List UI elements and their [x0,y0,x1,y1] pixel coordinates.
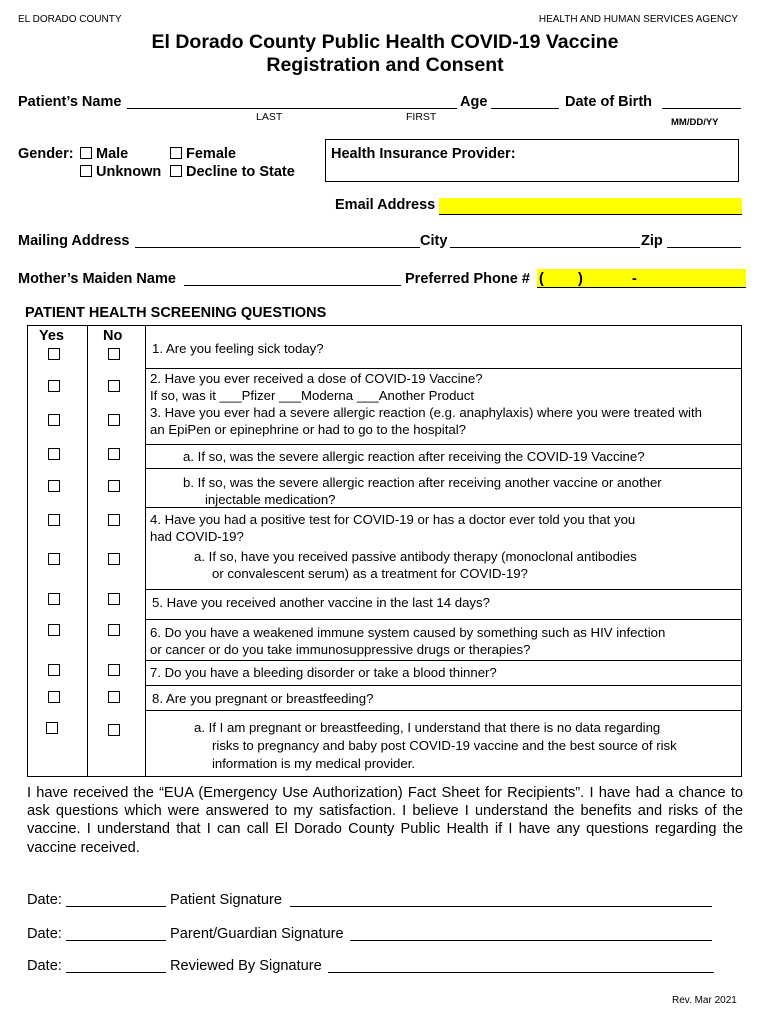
question-8a: a. If I am pregnant or breastfeeding, I understand that there is no data regarding [194,720,661,735]
q1-yes-checkbox[interactable] [48,348,60,360]
question-2-vaccine-options: If so, was it ___Pfizer ___Moderna ___Another Product [150,388,475,403]
no-column-header: No [103,328,123,344]
age-label: Age [460,94,488,110]
question-3b-continued: injectable medication? [205,492,336,507]
question-3: 3. Have you ever had a severe allergic reaction (e.g. anaphylaxis) where you were treated with [150,405,702,420]
column-divider [145,326,146,776]
screening-questions-table [27,325,742,777]
q4-yes-checkbox[interactable] [48,514,60,526]
date-label: Date: [27,892,62,908]
q3-yes-checkbox[interactable] [48,414,60,426]
empty-checkbox-icon[interactable] [80,147,92,159]
form-title-line2: Registration and Consent [266,54,504,76]
row-divider [145,589,741,590]
q7-no-checkbox[interactable] [108,664,120,676]
dob-label: Date of Birth [565,94,652,110]
patient-name-label: Patient’s Name [18,94,122,110]
q3b-no-checkbox[interactable] [108,480,120,492]
question-4: 4. Have you had a positive test for COVID-19 or has a doctor ever told you that you [150,512,636,527]
guardian-signature-field[interactable] [350,940,712,941]
email-field[interactable] [439,198,742,215]
q3-no-checkbox[interactable] [108,414,120,426]
county-header: EL DORADO COUNTY [18,14,122,25]
screening-heading: PATIENT HEALTH SCREENING QUESTIONS [25,305,327,321]
phone-dash: - [632,271,637,287]
city-field[interactable] [450,247,640,248]
q8-yes-checkbox[interactable] [48,691,60,703]
patient-name-field[interactable] [127,108,457,109]
question-8a-line2: risks to pregnancy and baby post COVID-19 vaccine and the best source of risk [212,738,677,753]
q4a-yes-checkbox[interactable] [48,553,60,565]
patient-signature-label: Patient Signature [170,892,282,908]
q6-yes-checkbox[interactable] [48,624,60,636]
yes-column-header: Yes [39,328,64,344]
form-title-line1: El Dorado County Public Health COVID-19 Vaccine [151,31,619,53]
question-3a: a. If so, was the severe allergic reaction after receiving the COVID-19 Vaccine? [183,449,645,464]
question-4a: a. If so, have you received passive antibody therapy (monoclonal antibodies [194,549,637,564]
gender-decline-option[interactable]: Decline to State [170,164,295,180]
insurance-provider-box[interactable] [325,139,739,182]
phone-close-paren: ) [578,271,583,287]
city-label: City [420,233,448,249]
question-5: 5. Have you received another vaccine in the last 14 days? [152,595,490,610]
row-divider [145,710,741,711]
reviewer-signature-field[interactable] [328,972,714,973]
gender-male-option[interactable]: Male [80,146,128,162]
question-6: 6. Do you have a weakened immune system caused by something such as HIV infection [150,625,666,640]
gender-label: Gender: [18,146,74,162]
question-7: 7. Do you have a bleeding disorder or take a blood thinner? [150,665,497,680]
dob-field[interactable] [662,108,741,109]
empty-checkbox-icon[interactable] [170,147,182,159]
row-divider [145,619,741,620]
patient-signature-field[interactable] [290,906,712,907]
dob-format-caption: MM/DD/YY [671,117,719,128]
row-divider [145,660,741,661]
reviewer-signature-label: Reviewed By Signature [170,958,322,974]
question-8: 8. Are you pregnant or breastfeeding? [152,691,374,706]
empty-checkbox-icon[interactable] [80,165,92,177]
q4a-no-checkbox[interactable] [108,553,120,565]
question-4-continued: had COVID-19? [150,529,244,544]
q3a-yes-checkbox[interactable] [48,448,60,460]
question-8a-line3: information is my medical provider. [212,756,416,771]
agency-header: HEALTH AND HUMAN SERVICES AGENCY [538,14,738,25]
q3a-no-checkbox[interactable] [108,448,120,460]
q8-no-checkbox[interactable] [108,691,120,703]
question-4a-continued: or convalescent serum) as a treatment for COVID-19? [212,566,528,581]
mothers-maiden-name-label: Mother’s Maiden Name [18,271,176,287]
first-name-caption: FIRST [406,111,437,123]
mailing-address-field[interactable] [135,247,420,248]
row-divider [145,685,741,686]
insurance-provider-label: Health Insurance Provider: [331,146,516,162]
consent-statement: I have received the “EUA (Emergency Use Authorization) Fact Sheet for Recipients”. I have had a chance to ask questions which were answered to my satisfaction. I believe I understand the benefits and risks of the vaccine. I understand that I can call El Dorado County Public Health if I have any questions regarding the vaccine received. [27,785,743,856]
preferred-phone-label: Preferred Phone # [405,271,530,287]
guardian-signature-row [27,926,62,942]
question-3b: b. If so, was the severe allergic reaction after receiving another vaccine or another [183,475,662,490]
preferred-phone-field[interactable] [537,269,746,288]
zip-field[interactable] [667,247,741,248]
question-1: 1. Are you feeling sick today? [152,341,324,356]
q3b-yes-checkbox[interactable] [48,480,60,492]
last-name-caption: LAST [256,111,283,123]
date-label: Date: [27,958,62,974]
question-3-continued: an EpiPen or epinephrine or had to go to the hospital? [150,422,466,437]
q5-no-checkbox[interactable] [108,593,120,605]
patient-date-field[interactable] [66,906,166,907]
q2-yes-checkbox[interactable] [48,380,60,392]
q1-no-checkbox[interactable] [108,348,120,360]
revision-date: Rev. Mar 2021 [672,995,737,1006]
q2-no-checkbox[interactable] [108,380,120,392]
q4-no-checkbox[interactable] [108,514,120,526]
email-label: Email Address [335,197,436,213]
guardian-date-field[interactable] [66,940,166,941]
guardian-signature-label: Parent/Guardian Signature [170,926,344,942]
question-2: 2. Have you ever received a dose of COVID-19 Vaccine? [150,371,483,386]
row-divider [145,444,741,445]
zip-label: Zip [641,233,663,249]
mailing-address-label: Mailing Address [18,233,130,249]
patient-signature-row [27,892,62,908]
q6-no-checkbox[interactable] [108,624,120,636]
age-field[interactable] [491,108,559,109]
q7-yes-checkbox[interactable] [48,664,60,676]
gender-female-option[interactable]: Female [170,146,236,162]
gender-unknown-option[interactable]: Unknown [80,164,161,180]
q8a-no-checkbox[interactable] [108,724,120,736]
q8a-yes-checkbox[interactable] [46,722,58,734]
q5-yes-checkbox[interactable] [48,593,60,605]
phone-open-paren: ( [539,271,544,287]
column-divider [87,326,88,776]
reviewer-date-field[interactable] [66,972,166,973]
reviewer-signature-row [27,958,62,974]
question-6-continued: or cancer or do you take immunosuppressive drugs or therapies? [150,642,531,657]
row-divider [145,368,741,369]
date-label: Date: [27,926,62,942]
row-divider [145,468,741,469]
mothers-maiden-name-field[interactable] [184,285,401,286]
empty-checkbox-icon[interactable] [170,165,182,177]
